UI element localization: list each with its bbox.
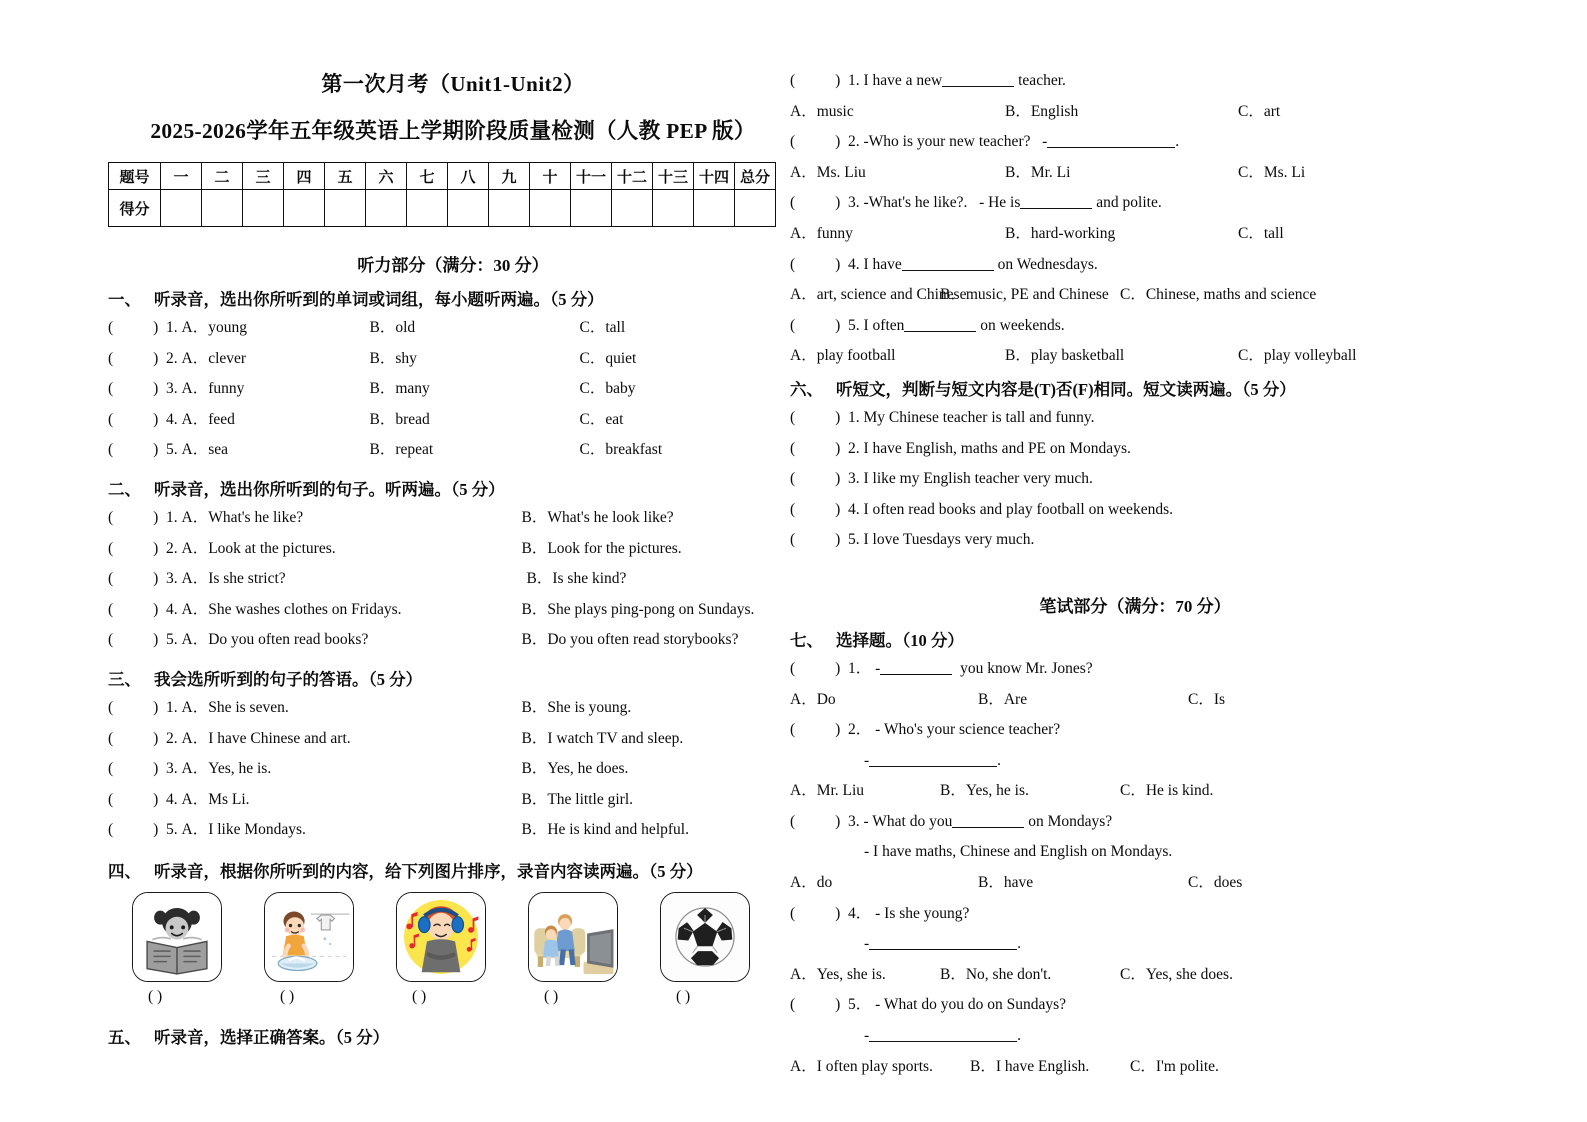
- written-part-header: 笔试部分（满分：70 分）: [1039, 596, 1231, 616]
- option-b[interactable]: B．The little girl.: [521, 790, 633, 808]
- score-col-5: 五: [325, 163, 366, 190]
- answer-blank[interactable]: ( ): [108, 600, 159, 618]
- question-row[interactable]: [108, 595, 798, 626]
- answer-prompt-row[interactable]: - .: [864, 935, 1022, 953]
- option-c[interactable]: C．Is: [1188, 690, 1226, 708]
- score-cell-13[interactable]: [653, 190, 694, 227]
- question-row[interactable]: [108, 534, 798, 565]
- section-2-heading: [108, 476, 798, 500]
- score-cell-1[interactable]: [161, 190, 202, 227]
- score-col-3: 三: [243, 163, 284, 190]
- option-row: [790, 685, 1480, 716]
- picture-listening-to-music[interactable]: [396, 892, 486, 982]
- answer-text: - He is: [979, 194, 1021, 212]
- question-number: 4.: [848, 255, 860, 273]
- option-a[interactable]: A．funny: [181, 380, 245, 398]
- answer-blank[interactable]: ( ): [108, 539, 159, 557]
- section-2-title: 听录音，选出你所听到的句子。听两遍。（5 分）: [154, 479, 505, 499]
- picture-football[interactable]: [660, 892, 750, 982]
- option-row: [790, 219, 1480, 250]
- question-text: - Who's your science teacher?: [875, 721, 1061, 739]
- option-c[interactable]: C．tall: [1238, 224, 1284, 242]
- option-row: [790, 1052, 1430, 1083]
- option-a[interactable]: A．She washes clothes on Fridays.: [181, 600, 402, 618]
- question-row[interactable]: [790, 654, 1480, 685]
- question-row[interactable]: [108, 785, 798, 816]
- section-6-heading: [790, 376, 1480, 400]
- option-b[interactable]: B．bread: [369, 410, 430, 428]
- score-col-9: 九: [489, 163, 530, 190]
- section-7-number: 七、: [790, 630, 823, 650]
- option-c[interactable]: C．art: [1238, 102, 1281, 120]
- score-cell-7[interactable]: [407, 190, 448, 227]
- option-c[interactable]: C．tall: [579, 319, 626, 336]
- score-table-row-label: 题号: [109, 163, 161, 190]
- answer-blank[interactable]: ( ): [108, 760, 159, 778]
- option-b[interactable]: B．play basketball: [1005, 347, 1125, 365]
- score-cell-5[interactable]: [325, 190, 366, 227]
- score-cell-14[interactable]: [694, 190, 735, 227]
- question-number: 2.: [848, 133, 860, 151]
- score-col-6: 六: [366, 163, 407, 190]
- picture-answer-blank-4[interactable]: ( ): [544, 987, 559, 1005]
- answer-prompt-row[interactable]: - .: [864, 1027, 1022, 1045]
- question-number: 1.: [166, 698, 178, 716]
- picture-row: [108, 892, 798, 988]
- score-cell-3[interactable]: [243, 190, 284, 227]
- page-title-line1: 第一次月考（Unit1-Unit2）: [321, 72, 585, 96]
- section-1-heading: [108, 286, 798, 310]
- question-row[interactable]: [790, 188, 1480, 219]
- option-a[interactable]: A．Look at the pictures.: [181, 539, 336, 557]
- section-4-number: 四、: [108, 861, 141, 881]
- statement-text: I often read books and play football on weekends.: [863, 500, 1173, 518]
- section-5-number: 五、: [108, 1027, 141, 1047]
- answer-example-text: - I have maths, Chinese and English on Mondays.: [864, 843, 1173, 861]
- option-b[interactable]: B．hard-working: [1005, 224, 1116, 242]
- question-row[interactable]: [108, 405, 798, 436]
- question-row[interactable]: [108, 374, 798, 405]
- answer-blank[interactable]: ( ): [108, 380, 159, 398]
- picture-answer-blank-5[interactable]: ( ): [676, 987, 691, 1005]
- statement-text: I love Tuesdays very much.: [863, 531, 1035, 549]
- option-b[interactable]: B．repeat: [369, 441, 434, 459]
- score-cell-6[interactable]: [366, 190, 407, 227]
- fill-blank[interactable]: [904, 331, 976, 332]
- question-row[interactable]: [108, 754, 798, 785]
- listening-part-header: 听力部分（满分：30 分）: [357, 256, 549, 275]
- question-number: 3.: [166, 570, 178, 588]
- option-a[interactable]: A．feed: [181, 410, 235, 428]
- question-row[interactable]: [790, 525, 1480, 556]
- option-b[interactable]: B．Are: [978, 690, 1028, 708]
- fill-blank[interactable]: [942, 86, 1014, 87]
- option-row: [790, 960, 1480, 991]
- option-a[interactable]: A．Is she strict?: [181, 570, 286, 588]
- answer-blank[interactable]: ( ): [790, 470, 841, 488]
- option-a[interactable]: A．Yes, he is.: [181, 760, 272, 778]
- option-c[interactable]: C．Ms. Li: [1238, 163, 1306, 181]
- score-col-12: 十二: [612, 163, 653, 190]
- left-column: [108, 0, 798, 1051]
- section-1-number: 一、: [108, 290, 141, 309]
- answer-blank[interactable]: ( ): [108, 410, 159, 428]
- score-table: [108, 162, 776, 227]
- answer-text-end: and polite.: [1096, 194, 1162, 212]
- option-row: [790, 341, 1480, 372]
- answer-blank[interactable]: ( ): [108, 570, 159, 588]
- option-a[interactable]: A．funny: [790, 224, 853, 242]
- option-c[interactable]: C．breakfast: [579, 441, 663, 459]
- option-a[interactable]: A．music: [790, 102, 854, 120]
- option-c[interactable]: C．eat: [579, 410, 624, 428]
- question-row[interactable]: [790, 434, 1480, 465]
- fill-blank[interactable]: [902, 270, 994, 271]
- score-cell-total[interactable]: [735, 190, 776, 227]
- option-b[interactable]: B．music, PE and Chinese: [940, 286, 1109, 304]
- question-number: 1.: [166, 319, 178, 336]
- section-5-title: 听录音，选择正确答案。（5 分）: [154, 1027, 390, 1047]
- question-row[interactable]: [790, 464, 1480, 495]
- question-number: 3.: [166, 760, 178, 778]
- answer-blank[interactable]: ( ): [108, 790, 159, 808]
- score-col-14: 十四: [694, 163, 735, 190]
- question-number: 4.: [166, 410, 178, 428]
- question-text: - What do you: [863, 812, 953, 830]
- option-a[interactable]: A．Ms. Liu: [790, 163, 866, 181]
- answer-example-row: [790, 837, 1480, 868]
- answer-blank[interactable]: ( ): [790, 439, 841, 457]
- answer-blank[interactable]: ( ): [108, 729, 159, 747]
- fill-blank[interactable]: [1020, 208, 1092, 209]
- fill-blank[interactable]: [869, 1041, 1017, 1042]
- option-a[interactable]: A．do: [790, 874, 833, 892]
- question-text-end: on Wednesdays.: [997, 255, 1098, 273]
- question-row[interactable]: [790, 311, 1480, 342]
- question-row[interactable]: [790, 250, 1480, 281]
- option-c[interactable]: C．quiet: [579, 349, 637, 367]
- section-7-title: 选择题。（10 分）: [836, 630, 964, 650]
- question-number: 4．: [848, 904, 872, 922]
- question-row[interactable]: [108, 693, 798, 724]
- section-4-title: 听录音，根据你所听到的内容，给下列图片排序，录音内容读两遍。（5 分）: [154, 861, 703, 881]
- option-row: [790, 868, 1480, 899]
- answer-blank[interactable]: ( ): [790, 812, 841, 830]
- option-row: [790, 158, 1480, 189]
- option-a[interactable]: A．What's he like?: [181, 508, 304, 526]
- question-text: I have a new: [863, 72, 943, 89]
- option-a[interactable]: A．play football: [790, 347, 896, 365]
- question-number: 3.: [848, 194, 860, 212]
- answer-blank[interactable]: ( ): [108, 698, 159, 716]
- score-col-8: 八: [448, 163, 489, 190]
- option-b[interactable]: B．She is young.: [521, 698, 632, 716]
- fill-blank[interactable]: [880, 674, 952, 675]
- option-a[interactable]: A．Yes, she is.: [790, 965, 886, 983]
- statement-text: I have English, maths and PE on Mondays.: [863, 439, 1131, 457]
- question-text-end: on weekends.: [980, 316, 1065, 334]
- score-cell-12[interactable]: [612, 190, 653, 227]
- option-b[interactable]: B．Yes, he is.: [940, 782, 1029, 800]
- answer-blank[interactable]: ( ): [108, 441, 159, 459]
- answer-blank[interactable]: ( ): [790, 531, 841, 549]
- answer-blank[interactable]: ( ): [108, 821, 159, 839]
- question-text: I often: [863, 316, 905, 334]
- question-number: 2．: [848, 721, 872, 739]
- option-b[interactable]: B．What's he look like?: [521, 508, 674, 526]
- question-text: you know Mr. Jones?: [960, 659, 1093, 677]
- fill-blank[interactable]: [952, 827, 1024, 828]
- section-7-heading: [790, 627, 1480, 651]
- option-b[interactable]: B．I watch TV and sleep.: [521, 729, 684, 747]
- option-a[interactable]: A．clever: [181, 349, 247, 367]
- question-number: 1．: [848, 659, 872, 677]
- question-number: 3.: [848, 470, 860, 488]
- answer-dash: -: [1042, 133, 1048, 151]
- question-number: 5.: [166, 631, 178, 649]
- question-row[interactable]: [108, 625, 798, 656]
- section-6-number: 六、: [790, 379, 823, 399]
- answer-blank[interactable]: ( ): [790, 255, 841, 273]
- answer-blank[interactable]: ( ): [108, 508, 159, 526]
- option-a[interactable]: A．I have Chinese and art.: [181, 729, 351, 747]
- section-3-number: 三、: [108, 669, 141, 689]
- question-row[interactable]: [790, 403, 1480, 434]
- picture-girl-reading-book[interactable]: [132, 892, 222, 982]
- section-3-title: 我会选所听到的句子的答语。（5 分）: [154, 669, 423, 689]
- picture-answer-blank-3[interactable]: ( ): [412, 987, 427, 1005]
- option-c[interactable]: C．Yes, she does.: [1120, 965, 1233, 983]
- answer-blank[interactable]: ( ): [790, 500, 841, 518]
- section-5-heading: [108, 1024, 798, 1048]
- option-b[interactable]: B．I have English.: [970, 1057, 1090, 1075]
- right-column: [790, 0, 1480, 1082]
- section-6-title: 听短文，判断与短文内容是(T)否(F)相同。短文读两遍。（5 分）: [836, 379, 1296, 399]
- question-number: 4.: [166, 600, 178, 618]
- option-c[interactable]: C．does: [1188, 874, 1243, 892]
- question-number: 2.: [166, 349, 178, 367]
- score-table-value-row: [109, 190, 776, 227]
- fill-blank[interactable]: [1047, 147, 1175, 148]
- score-col-2: 二: [202, 163, 243, 190]
- answer-dash: -: [864, 751, 870, 769]
- answer-blank[interactable]: ( ): [790, 316, 841, 334]
- question-number: 1.: [848, 72, 860, 89]
- section-4-heading: [108, 858, 798, 882]
- question-dash: -: [875, 659, 881, 677]
- question-row[interactable]: ( ) 2. -Who is your new teacher? - .: [790, 127, 1480, 158]
- option-b[interactable]: B．English: [1005, 102, 1079, 120]
- question-text-end: on Mondays?: [1028, 812, 1113, 830]
- question-row[interactable]: [790, 899, 1480, 930]
- question-text: I have: [863, 255, 902, 273]
- statement-text: I like my English teacher very much.: [863, 470, 1093, 488]
- score-cell-9[interactable]: [489, 190, 530, 227]
- option-b[interactable]: B．Do you often read storybooks?: [521, 631, 739, 649]
- question-row[interactable]: [108, 724, 798, 755]
- picture-answer-blank-2[interactable]: ( ): [280, 987, 295, 1005]
- score-table-header-row: [109, 163, 776, 190]
- option-b[interactable]: B．Look for the pictures.: [521, 539, 682, 557]
- question-row[interactable]: [108, 503, 798, 534]
- question-number: 4.: [848, 500, 860, 518]
- question-number: 3.: [166, 380, 178, 398]
- question-number: 2.: [166, 539, 178, 557]
- question-text: - Is she young?: [875, 904, 970, 922]
- question-text: - What do you do on Sundays?: [875, 996, 1066, 1014]
- answer-blank[interactable]: ( ): [108, 631, 159, 649]
- option-b[interactable]: B．No, she don't.: [940, 965, 1052, 983]
- option-b[interactable]: B．shy: [369, 349, 417, 367]
- option-a[interactable]: A．Mr. Liu: [790, 782, 865, 800]
- question-row[interactable]: [108, 815, 798, 846]
- answer-blank[interactable]: ( ): [790, 133, 841, 151]
- option-c[interactable]: C．play volleyball: [1238, 347, 1357, 365]
- score-col-1: 一: [161, 163, 202, 190]
- picture-watching-tv[interactable]: [528, 892, 618, 982]
- option-a[interactable]: A．She is seven.: [181, 698, 289, 716]
- question-row[interactable]: [790, 715, 1480, 746]
- option-row: [790, 776, 1480, 807]
- answer-dash: -: [864, 935, 870, 953]
- option-b[interactable]: B．many: [369, 380, 430, 398]
- question-row[interactable]: [790, 495, 1480, 526]
- score-table-score-label: 得分: [109, 190, 161, 227]
- answer-prompt-row[interactable]: - .: [864, 751, 1002, 769]
- option-b[interactable]: B．have: [978, 874, 1034, 892]
- option-a[interactable]: A．sea: [181, 441, 228, 459]
- question-row[interactable]: [108, 564, 798, 595]
- option-a[interactable]: A．I like Mondays.: [181, 821, 306, 839]
- picture-answer-blank-1[interactable]: ( ): [148, 987, 163, 1005]
- option-c[interactable]: C．I'm polite.: [1130, 1057, 1219, 1075]
- option-b[interactable]: B．She plays ping-pong on Sundays.: [521, 600, 755, 618]
- question-number: 5．: [848, 996, 872, 1014]
- picture-boy-washing-clothes[interactable]: [264, 892, 354, 982]
- answer-blank[interactable]: ( ): [790, 996, 841, 1014]
- question-number: 3.: [848, 812, 860, 830]
- score-col-13: 十三: [653, 163, 694, 190]
- answer-blank[interactable]: ( ): [108, 349, 159, 367]
- option-c[interactable]: C．baby: [579, 380, 636, 398]
- question-row[interactable]: [108, 313, 798, 344]
- option-c[interactable]: C．Chinese, maths and science: [1120, 286, 1317, 304]
- answer-blank[interactable]: ( ): [790, 659, 841, 677]
- answer-blank[interactable]: ( ): [790, 721, 841, 739]
- question-text: -Who is your new teacher?: [863, 133, 1031, 151]
- score-col-total: 总分: [735, 163, 776, 190]
- question-number: 4.: [166, 790, 178, 808]
- score-cell-10[interactable]: [530, 190, 571, 227]
- question-row[interactable]: [108, 344, 798, 375]
- answer-blank[interactable]: ( ): [790, 194, 841, 212]
- question-number: 1.: [166, 508, 178, 526]
- page-title-line2: 2025-2026学年五年级英语上学期阶段质量检测（人教 PEP 版）: [150, 119, 756, 143]
- question-number: 5.: [166, 821, 178, 839]
- answer-blank[interactable]: ( ): [108, 319, 159, 336]
- question-number: 1.: [848, 408, 860, 426]
- option-b[interactable]: B．He is kind and helpful.: [521, 821, 689, 839]
- question-row[interactable]: [108, 435, 798, 466]
- option-row: [790, 280, 1480, 311]
- score-cell-4[interactable]: [284, 190, 325, 227]
- answer-blank[interactable]: ( ): [790, 904, 841, 922]
- question-row[interactable]: [790, 807, 1480, 838]
- score-col-7: 七: [407, 163, 448, 190]
- question-number: 5.: [848, 531, 860, 549]
- option-b[interactable]: B．Is she kind?: [526, 570, 627, 588]
- fill-blank[interactable]: [869, 949, 1017, 950]
- answer-blank[interactable]: ( ): [790, 408, 841, 426]
- score-col-11: 十一: [571, 163, 612, 190]
- question-number: 2.: [166, 729, 178, 747]
- option-a[interactable]: A．art, science and Chinese: [790, 286, 967, 304]
- section-2-number: 二、: [108, 479, 141, 499]
- score-cell-2[interactable]: [202, 190, 243, 227]
- option-b[interactable]: B．old: [369, 319, 416, 336]
- fill-blank[interactable]: [869, 766, 997, 767]
- answer-blank[interactable]: ( ): [790, 72, 841, 89]
- section-1-title: 听录音，选出你所听到的单词或词组，每小题听两遍。（5 分）: [154, 290, 604, 309]
- option-a[interactable]: A．young: [181, 319, 247, 336]
- option-a[interactable]: A．Do: [790, 690, 836, 708]
- option-a[interactable]: A．Do you often read books?: [181, 631, 369, 649]
- question-number: 2.: [848, 439, 860, 457]
- option-c[interactable]: C．He is kind.: [1120, 782, 1214, 800]
- question-text-end: teacher.: [1018, 72, 1066, 89]
- picture-answer-row: [108, 988, 798, 1018]
- question-number: 5.: [166, 441, 178, 459]
- answer-dash: -: [864, 1027, 870, 1045]
- option-b[interactable]: B．Mr. Li: [1005, 163, 1071, 181]
- option-a[interactable]: A．I often play sports.: [790, 1057, 933, 1075]
- question-number: 5.: [848, 316, 860, 334]
- score-cell-11[interactable]: [571, 190, 612, 227]
- option-b[interactable]: B．Yes, he does.: [521, 760, 629, 778]
- score-col-10: 十: [530, 163, 571, 190]
- question-text: -What's he like?.: [863, 194, 968, 212]
- section-3-heading: [108, 666, 798, 690]
- statement-text: My Chinese teacher is tall and funny.: [863, 408, 1095, 426]
- option-a[interactable]: A．Ms Li.: [181, 790, 250, 808]
- question-row[interactable]: [790, 990, 1480, 1021]
- score-cell-8[interactable]: [448, 190, 489, 227]
- option-row: [790, 97, 1480, 128]
- score-col-4: 四: [284, 163, 325, 190]
- question-row[interactable]: [790, 66, 1480, 97]
